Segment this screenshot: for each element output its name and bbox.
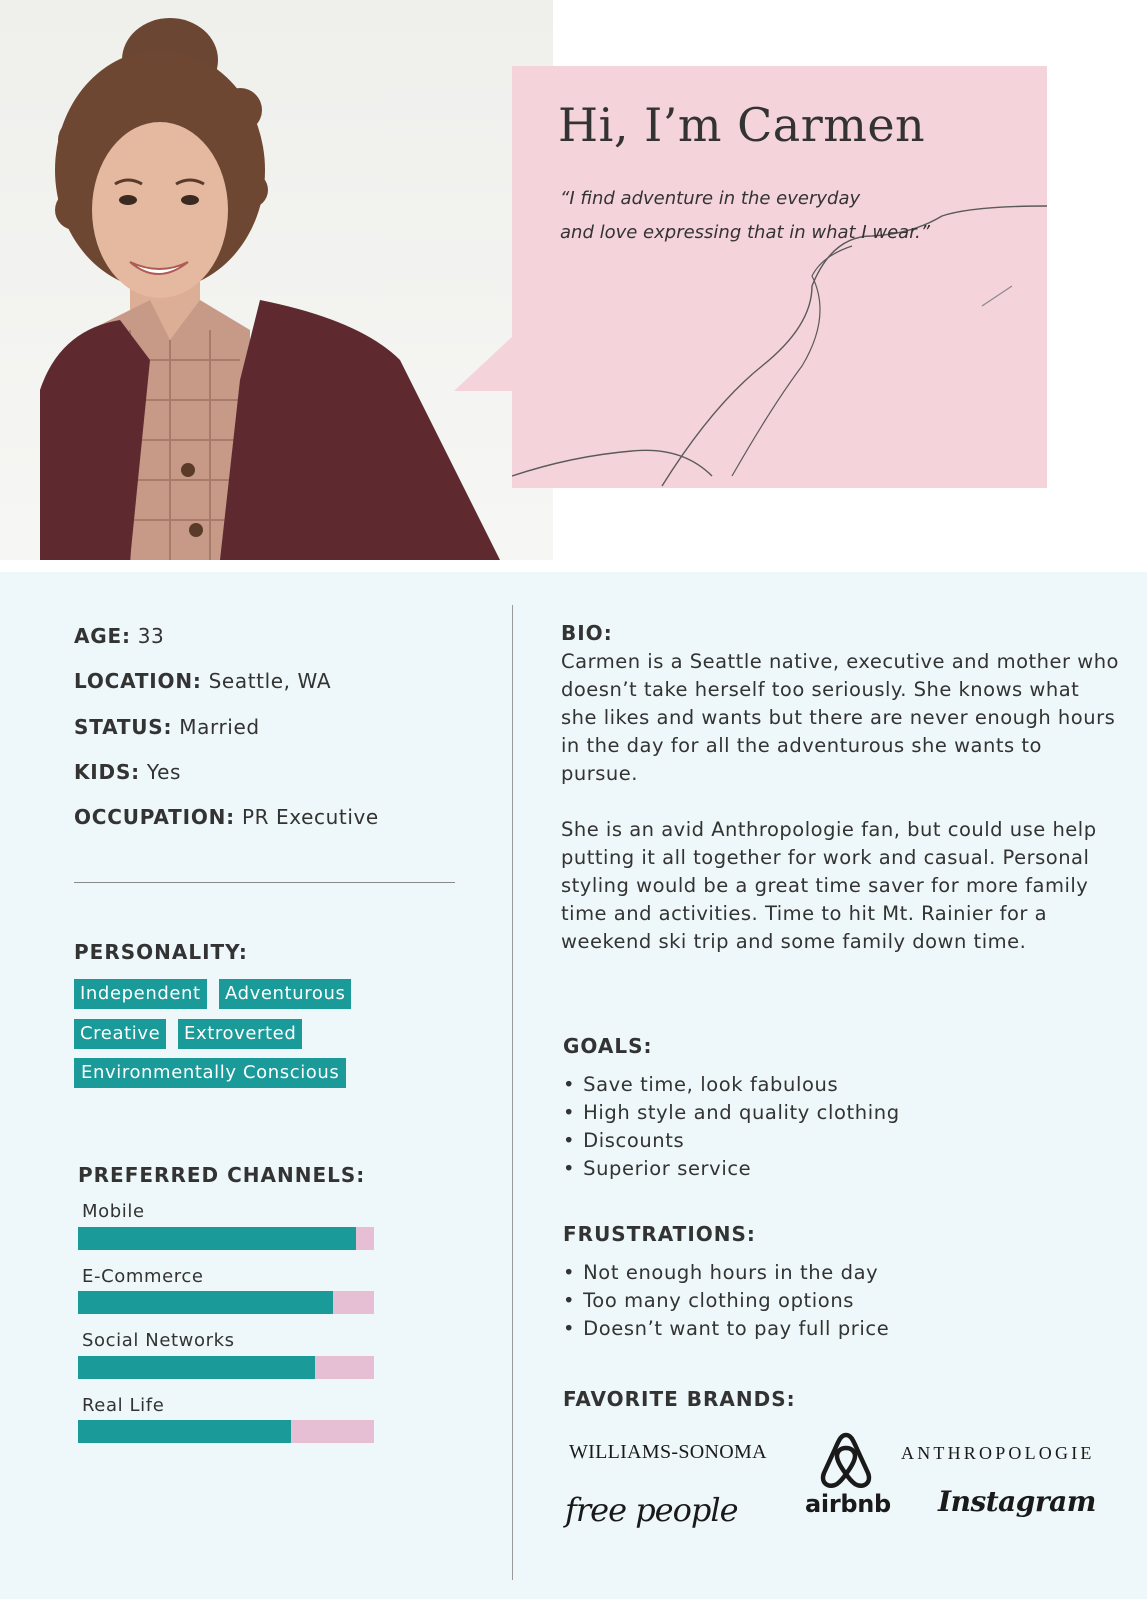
frustrations-heading: FRUSTRATIONS:: [563, 1222, 756, 1246]
fact-kids: [74, 760, 181, 784]
frustration-item: • Not enough hours in the day: [563, 1259, 889, 1287]
fact-value: Married: [179, 715, 260, 739]
brand-airbnb-logo: airbnb: [805, 1490, 891, 1518]
column-divider: [512, 605, 513, 1580]
personality-heading: PERSONALITY:: [74, 940, 248, 964]
channel-label: Real Life: [82, 1395, 165, 1416]
goal-item: • Discounts: [563, 1127, 900, 1155]
fact-label: AGE:: [74, 624, 131, 648]
speech-bubble: [512, 66, 1047, 488]
fact-value: Seattle, WA: [208, 669, 332, 693]
fact-label: OCCUPATION:: [74, 805, 235, 829]
fact-label: KIDS:: [74, 760, 140, 784]
facts-divider: [74, 882, 455, 883]
greeting-title: Hi, I’m Carmen: [558, 98, 926, 152]
channel-label: E-Commerce: [82, 1266, 204, 1287]
brand-anthropologie-logo: ANTHROPOLOGIE: [901, 1443, 1095, 1463]
frustration-item: • Too many clothing options: [563, 1287, 889, 1315]
channel-bar-fill: [78, 1291, 333, 1314]
brand-instagram-logo: Instagram: [938, 1485, 1096, 1518]
goal-item: • High style and quality clothing: [563, 1099, 900, 1127]
fact-value: Yes: [146, 760, 182, 784]
personality-tag: Creative: [74, 1019, 166, 1049]
persona-portrait-illustration: [0, 0, 553, 560]
fact-age: [74, 624, 164, 648]
personality-tag: Environmentally Conscious: [74, 1058, 346, 1088]
airbnb-icon: [815, 1429, 877, 1491]
fact-occupation: [74, 805, 379, 829]
channel-bar-track: [78, 1291, 374, 1314]
fact-value: PR Executive: [241, 805, 379, 829]
fact-status: [74, 715, 260, 739]
channel-bar-track: [78, 1420, 374, 1443]
frustrations-list: [563, 1259, 889, 1343]
channel-bar-fill: [78, 1420, 291, 1443]
quote-line-2: and love expressing that in what I wear.”: [560, 222, 930, 243]
goal-item: • Superior service: [563, 1155, 900, 1183]
persona-photo: [0, 0, 553, 560]
channel-bar-fill: [78, 1356, 315, 1379]
frustration-item: • Doesn’t want to pay full price: [563, 1315, 889, 1343]
personality-tag: Adventurous: [219, 979, 351, 1009]
quote-line-1: “I find adventure in the everyday: [560, 188, 861, 209]
brands-heading: FAVORITE BRANDS:: [563, 1387, 796, 1411]
brand-williams-sonoma-logo: WILLIAMS-SONOMA: [569, 1441, 767, 1463]
goals-list: [563, 1071, 900, 1183]
channel-bar-track: [78, 1356, 374, 1379]
fact-value: 33: [137, 624, 165, 648]
persona-quote: [560, 182, 1020, 250]
goal-item: • Save time, look fabulous: [563, 1071, 900, 1099]
channel-bar-track: [78, 1227, 374, 1250]
bio-paragraph: Carmen is a Seattle native, executive and mother who doesn’t take herself too seriously. She knows what she likes and wants but there are never enough hours in the day for all the adventurous she wants to pursue.: [561, 650, 1119, 785]
personality-tag: Extroverted: [178, 1019, 302, 1049]
personality-tag: Independent: [74, 979, 207, 1009]
bio-text: [561, 648, 1121, 984]
channels-heading: PREFERRED CHANNELS:: [78, 1163, 366, 1187]
channel-bar-fill: [78, 1227, 356, 1250]
bio-heading: BIO:: [561, 621, 613, 645]
bio-paragraph: She is an avid Anthropologie fan, but could use help putting it all together for work and casual. Personal styling would be a great time saver for more family time and activities. Time to hit Mt. Rainier for a weekend ski trip and some family down time.: [561, 818, 1097, 953]
channel-label: Mobile: [82, 1201, 145, 1222]
fact-location: [74, 669, 331, 693]
fact-label: STATUS:: [74, 715, 173, 739]
fact-label: LOCATION:: [74, 669, 202, 693]
speech-bubble-tail: [454, 335, 514, 391]
goals-heading: GOALS:: [563, 1034, 653, 1058]
channel-label: Social Networks: [82, 1330, 235, 1351]
brand-free-people-logo: free people: [565, 1491, 738, 1529]
